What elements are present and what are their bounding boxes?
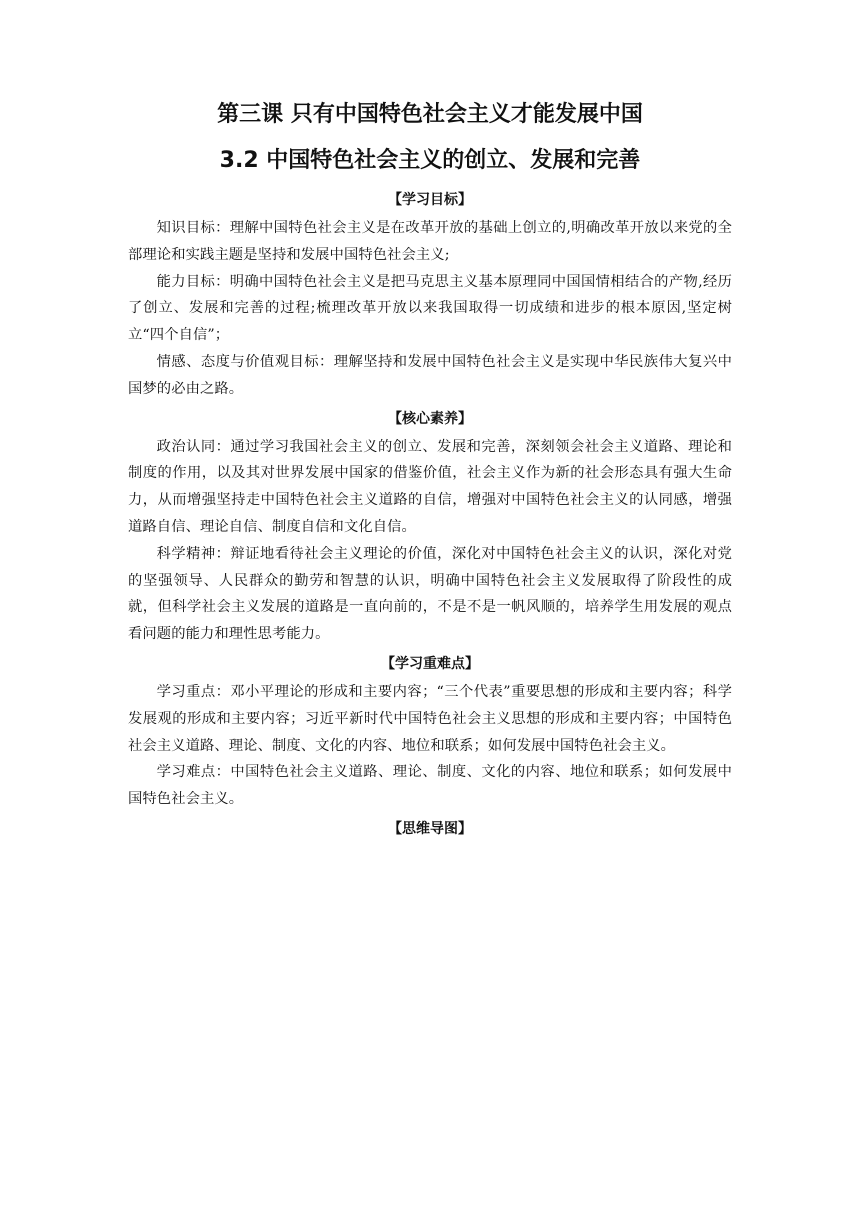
paragraph-ability-goal: 能力目标：明确中国特色社会主义是把马克思主义基本原理同中国国情相结合的产物,经历了创立、发展和完善的过程;梳理改革开放以来我国取得一切成绩和进步的根本原因,坚定树立“四个自信”； (128, 273, 732, 344)
paragraph-key-points: 学习重点：邓小平理论的形成和主要内容；“三个代表”重要思想的形成和主要内容；科学发展观的形成和主要内容；习近平新时代中国特色社会主义思想的形成和主要内容；中国特色社会主义道路、理论、制度、文化的内容、地位和联系；如何发展中国特色社会主义。 (128, 683, 732, 754)
section-heading-core-literacy: 【核心素养】 (388, 410, 472, 427)
paragraph-difficult-points: 学习难点：中国特色社会主义道路、理论、制度、文化的内容、地位和联系；如何发展中国特色社会主义。 (128, 764, 732, 808)
paragraph-scientific-spirit: 科学精神：辩证地看待社会主义理论的价值，深化对中国特色社会主义的认识，深化对党的坚强领导、人民群众的勤劳和智慧的认识，明确中国特色社会主义发展取得了阶段性的成就，但科学社会主义发展的道路是一直向前的，不是不是一帆风顺的，培养学生用发展的观点看问题的能力和理性思考能力。 (128, 545, 732, 643)
section-heading-learning-goals: 【学习目标】 (388, 192, 472, 208)
paragraph-political-identity: 政治认同：通过学习我国社会主义的创立、发展和完善，深刻领会社会主义道路、理论和制度的作用，以及其对世界发展中国家的借鉴价值，社会主义作为新的社会形态具有强大生命力，从而增强坚持走中国特色社会主义道路的自信，增强对中国特色社会主义的认同感，增强道路自信、理论自信、制度自信和文化自信。 (128, 438, 732, 535)
lesson-title: 第三课 只有中国特色社会主义才能发展中国 (217, 102, 643, 127)
paragraph-knowledge-goal: 知识目标：理解中国特色社会主义是在改革开放的基础上创立的,明确改革开放以来党的全部理论和实践主题是坚持和发展中国特色社会主义; (128, 220, 732, 263)
document-body (128, 100, 732, 844)
lesson-subtitle: 3.2 中国特色社会主义的创立、发展和完善 (219, 148, 641, 173)
paragraph-attitude-goal: 情感、态度与价值观目标：理解坚持和发展中国特色社会主义是实现中华民族伟大复兴中国梦的必由之路。 (128, 353, 732, 397)
section-heading-mind-map: 【思维导图】 (388, 820, 472, 837)
section-heading-key-points: 【学习重难点】 (381, 655, 479, 672)
